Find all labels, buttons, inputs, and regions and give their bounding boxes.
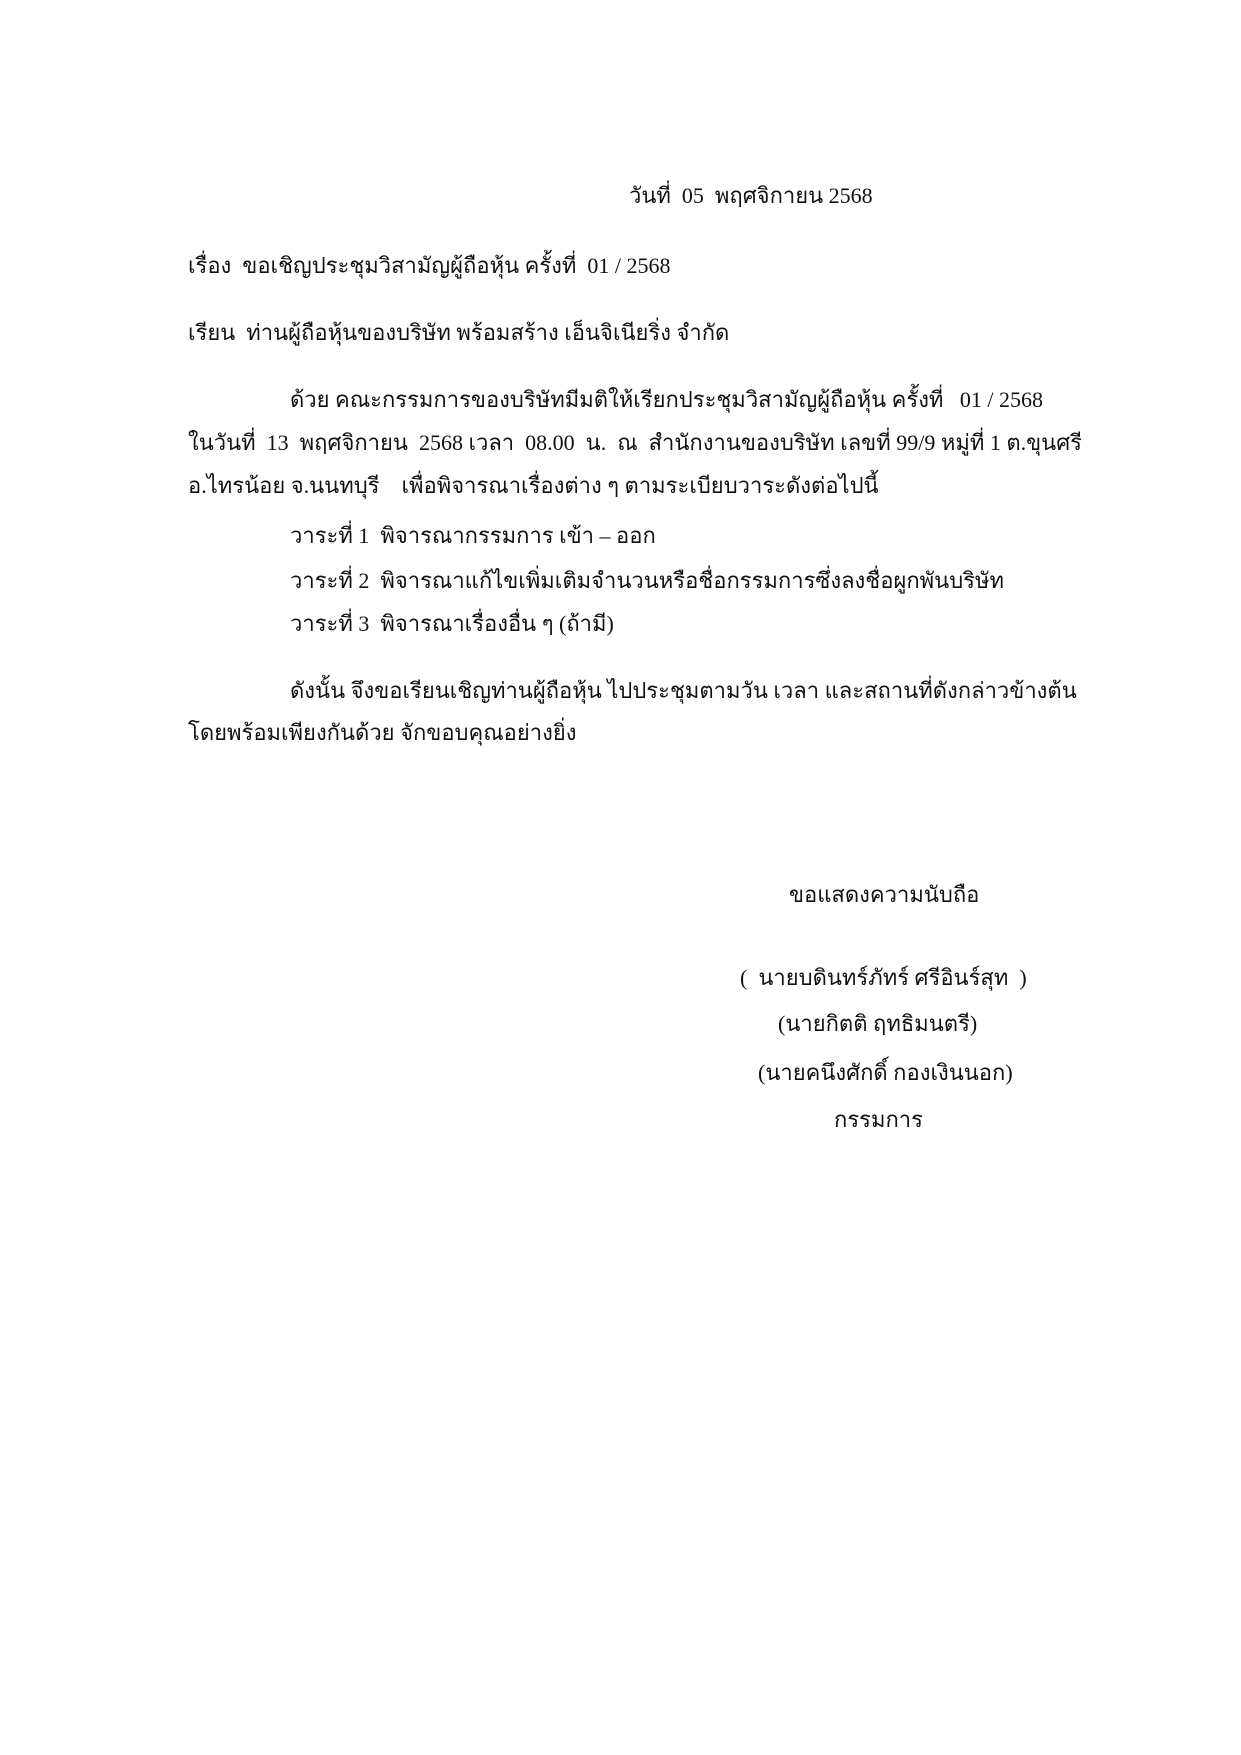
closing-paragraph-line: ดังนั้น จึงขอเรียนเชิญท่านผู้ถือหุ้น ไปประชุมตามวัน เวลา และสถานที่ดังกล่าวข้างต้น [290,678,1077,703]
signature-regards: ขอแสดงความนับถือ [789,882,980,907]
body-paragraph-line: ในวันที่ 13 พฤศจิกายน 2568 เวลา 08.00 น. ณ สำนักงานของบริษัท เลขที่ 99/9 หมู่ที่ 1 ต.ขุนศรี [188,430,1082,455]
signatory-name: ( นายบดินทร์ภัทร์ ศรีอินร์สุท ) [740,965,1027,990]
agenda-item: วาระที่ 2 พิจารณาแก้ไขเพิ่มเติมจำนวนหรือชื่อกรรมการซึ่งลงชื่อผูกพันบริษัท [290,568,1004,593]
signatory-name: (นายคนึงศักดิ์ กองเงินนอก) [758,1060,1013,1085]
letter-subject: เรื่อง ขอเชิญประชุมวิสามัญผู้ถือหุ้น ครั้งที่ 01 / 2568 [188,253,671,278]
body-paragraph-line: ด้วย คณะกรรมการของบริษัทมีมติให้เรียกประชุมวิสามัญผู้ถือหุ้น ครั้งที่ 01 / 2568 [290,387,1044,412]
agenda-item: วาระที่ 1 พิจารณากรรมการ เข้า – ออก [290,523,656,548]
closing-paragraph-line: โดยพร้อมเพียงกันด้วย จักขอบคุณอย่างยิ่ง [188,720,577,745]
body-paragraph-line: อ.ไทรน้อย จ.นนทบุรี เพื่อพิจารณาเรื่องต่าง ๆ ตามระเบียบวาระดังต่อไปนี้ [188,473,879,498]
letter-recipient: เรียน ท่านผู้ถือหุ้นของบริษัท พร้อมสร้าง เอ็นจิเนียริ่ง จำกัด [188,320,730,345]
signatory-title: กรรมการ [834,1107,923,1132]
signatory-name: (นายกิตติ ฤทธิมนตรี) [778,1011,978,1036]
letter-date: วันที่ 05 พฤศจิกายน 2568 [629,183,873,208]
agenda-item: วาระที่ 3 พิจารณาเรื่องอื่น ๆ (ถ้ามี) [290,611,614,636]
